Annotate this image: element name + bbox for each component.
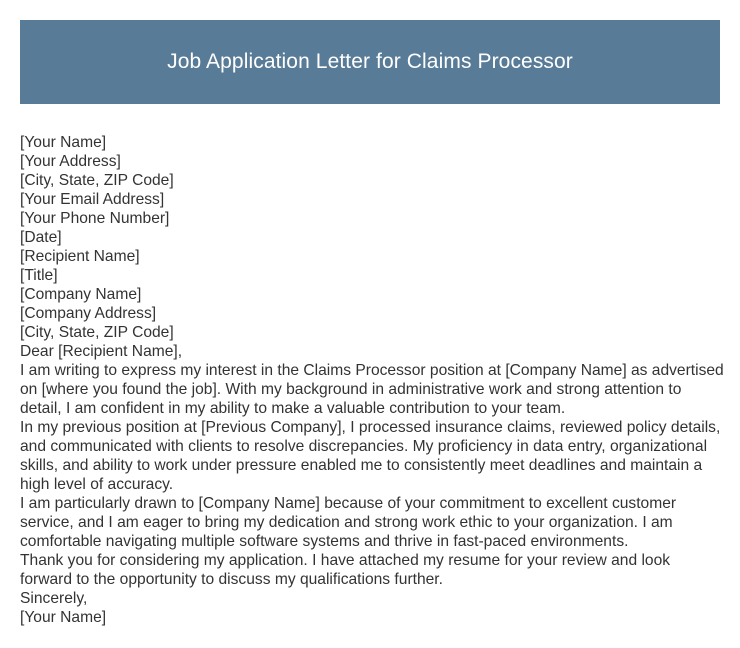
sender-email: [Your Email Address] — [20, 191, 165, 208]
title-banner — [20, 20, 720, 104]
letter-date: [Date] — [20, 229, 62, 246]
sender-city-state-zip: [City, State, ZIP Code] — [20, 172, 174, 189]
paragraph-thanks: Thank you for considering my application. I have attached my resume for your review and look forward to the opportunity to discuss my qualifications further. — [20, 552, 671, 588]
recipient-name: [Recipient Name] — [20, 248, 140, 265]
recipient-company-address: [Company Address] — [20, 305, 157, 322]
closing: Sincerely, — [20, 590, 88, 607]
paragraph-experience: In my previous position at [Previous Company], I processed insurance claims, reviewed policy details, and communicated with clients to resolve discrepancies. My proficiency in data entry, organizational skills, and ability to work under pressure enabled me to consistently meet deadlines and maintain a high level of accuracy. — [20, 419, 721, 493]
salutation: Dear [Recipient Name], — [20, 343, 183, 360]
signature: [Your Name] — [20, 609, 107, 626]
letter-body — [20, 133, 724, 627]
recipient-city-state-zip: [City, State, ZIP Code] — [20, 324, 174, 341]
recipient-company: [Company Name] — [20, 286, 142, 303]
paragraph-interest: I am writing to express my interest in the Claims Processor position at [Company Name] as advertised on [where you found the job]. With my background in administrative work and strong attention to detail, I am confident in my ability to make a valuable contribution to your team. — [20, 362, 724, 417]
recipient-title: [Title] — [20, 267, 58, 284]
sender-phone: [Your Phone Number] — [20, 210, 170, 227]
paragraph-motivation: I am particularly drawn to [Company Name] because of your commitment to excellent customer service, and I am eager to bring my dedication and strong work ethic to your organization. I am comfortable navigating multiple software systems and thrive in fast-paced environments. — [20, 495, 677, 550]
page-title: Job Application Letter for Claims Processor — [167, 50, 573, 73]
sender-name: [Your Name] — [20, 134, 107, 151]
sender-address: [Your Address] — [20, 153, 121, 170]
